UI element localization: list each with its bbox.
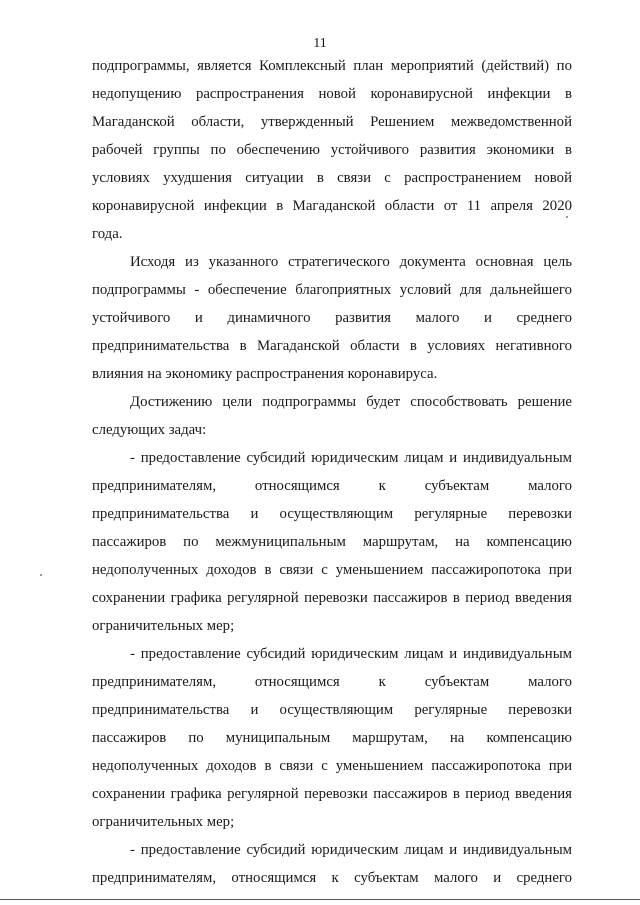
text-line: - предоставление субсидий юридическим лицам и индивидуальным [130, 842, 572, 858]
text-line: рабочей группы по обеспечению устойчивого развития экономики в [92, 142, 572, 158]
text-line: Достижению цели подпрограммы будет способствовать решение [130, 394, 572, 410]
text-line: Магаданской области, утвержденный Решением межведомственной [92, 114, 572, 130]
text-line: ограничительных мер; [92, 618, 235, 634]
text-line: устойчивого и динамичного развития малого и среднего [92, 310, 572, 326]
text-line: коронавирусной инфекции в Магаданской области от 11 апреля 2020 [92, 198, 572, 214]
page-number: 11 [313, 36, 327, 51]
text-line: - предоставление субсидий юридическим лицам и индивидуальным [130, 646, 572, 662]
text-line: влияния на экономику распространения коронавируса. [92, 366, 438, 382]
scan-speck [40, 574, 42, 576]
text-line: предпринимательства в Магаданской области в условиях негативного [92, 338, 572, 354]
text-line: недопущению распространения новой коронавирусной инфекции в [92, 86, 572, 102]
text-line: предпринимателям, относящимся к субъектам малого и среднего [92, 870, 572, 886]
text-line: сохранении графика регулярной перевозки пассажиров в период введения [92, 590, 572, 606]
scan-edge-line [0, 899, 640, 900]
text-line: недополученных доходов в связи с уменьшением пассажиропотока при [92, 562, 572, 578]
text-line: предпринимательства и осуществляющим регулярные перевозки [92, 506, 572, 522]
text-line: - предоставление субсидий юридическим лицам и индивидуальным [130, 450, 572, 466]
text-line: ограничительных мер; [92, 814, 235, 830]
text-line: следующих задач: [92, 422, 207, 438]
text-line: сохранении графика регулярной перевозки пассажиров в период введения [92, 786, 572, 802]
text-line: пассажиров по муниципальным маршрутам, на компенсацию [92, 730, 572, 746]
text-line: года. [92, 226, 123, 242]
text-line: недополученных доходов в связи с уменьшением пассажиропотока при [92, 758, 572, 774]
text-line: условиях ухудшения ситуации в связи с распространением новой [92, 170, 572, 186]
text-line: Исходя из указанного стратегического документа основная цель [130, 254, 572, 270]
text-line: пассажиров по межмуниципальным маршрутам, на компенсацию [92, 534, 572, 550]
body-text [92, 52, 572, 892]
text-line: подпрограммы - обеспечение благоприятных условий для дальнейшего [92, 282, 572, 298]
text-line: предпринимателям, относящимся к субъектам малого [92, 478, 572, 494]
text-line: предпринимательства и осуществляющим регулярные перевозки [92, 702, 572, 718]
text-line: предпринимателям, относящимся к субъектам малого [92, 674, 572, 690]
scan-speck [566, 216, 568, 218]
text-line: подпрограммы, является Комплексный план мероприятий (действий) по [92, 58, 572, 74]
